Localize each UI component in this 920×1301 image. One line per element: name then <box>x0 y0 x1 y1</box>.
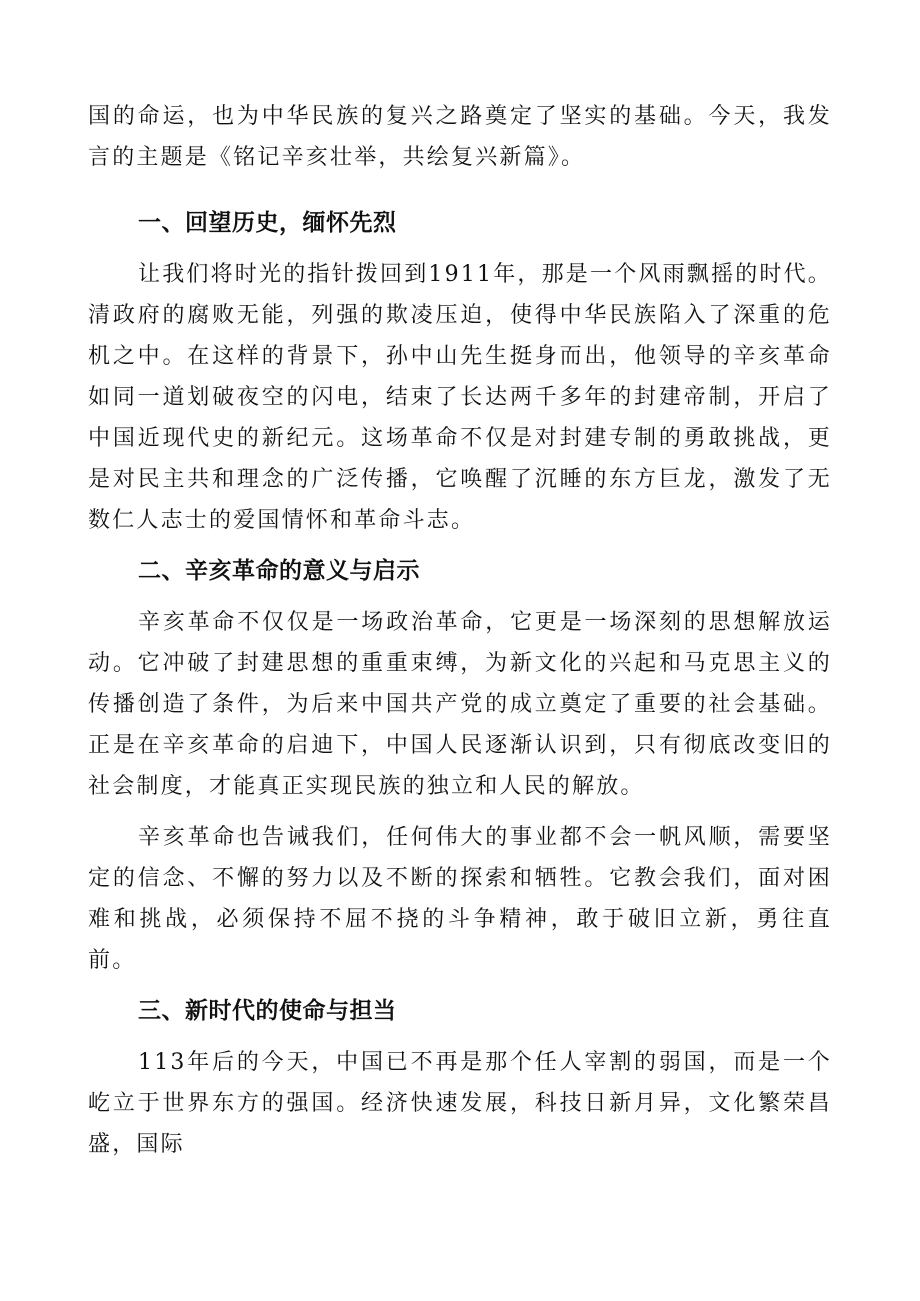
spacer <box>88 541 832 551</box>
document-body <box>88 96 832 1165</box>
section-heading-1: 一、回望历史，缅怀先烈 <box>138 210 397 236</box>
section-3-paragraph-1: 113年后的今天，中国已不再是那个任人宰割的弱国，而是一个屹立于世界东方的强国。经济快速发展，科技日新月异，文化繁荣昌盛，国际 <box>88 1050 832 1157</box>
section-2-paragraph-2: 辛亥革命也告诫我们，任何伟大的事业都不会一帆风顺，需要坚定的信念、不懈的努力以及不断的探索和牺牲。它教会我们，面对困难和挑战，必须保持不屈不挠的斗争精神，敢于破旧立新，勇往直前。 <box>88 825 832 973</box>
spacer <box>88 981 832 991</box>
section-2-paragraph-1: 辛亥革命不仅仅是一场政治革命，它更是一场深刻的思想解放运动。它冲破了封建思想的重重束缚，为新文化的兴起和马克思主义的传播创造了条件，为后来中国共产党的成立奠定了重要的社会基础。正是在辛亥革命的启迪下，中国人民逐渐认识到，只有彻底改变旧的社会制度，才能真正实现民族的独立和人民的解放。 <box>88 610 832 799</box>
section-heading-3: 三、新时代的使命与担当 <box>138 998 397 1024</box>
spacer <box>88 807 832 817</box>
spacer <box>88 178 832 203</box>
section-heading-2: 二、辛亥革命的意义与启示 <box>138 558 420 584</box>
spacer <box>88 1032 832 1042</box>
section-1-paragraph-1: 让我们将时光的指针拨回到1911年，那是一个风雨飘摇的时代。清政府的腐败无能，列强的欺凌压迫，使得中华民族陷入了深重的危机之中。在这样的背景下，孙中山先生挺身而出，他领导的辛亥革命如同一道划破夜空的闪电，结束了长达两千多年的封建帝制，开启了中国近现代史的新纪元。这场革命不仅是对封建专制的勇敢挑战，更是对民主共和理念的广泛传播，它唤醒了沉睡的东方巨龙，激发了无数仁人志士的爱国情怀和革命斗志。 <box>88 262 832 533</box>
spacer <box>88 244 832 254</box>
spacer <box>88 592 832 602</box>
intro-continuation-paragraph: 国的命运，也为中华民族的复兴之路奠定了坚实的基础。今天，我发言的主题是《铭记辛亥壮举，共绘复兴新篇》。 <box>88 104 832 170</box>
